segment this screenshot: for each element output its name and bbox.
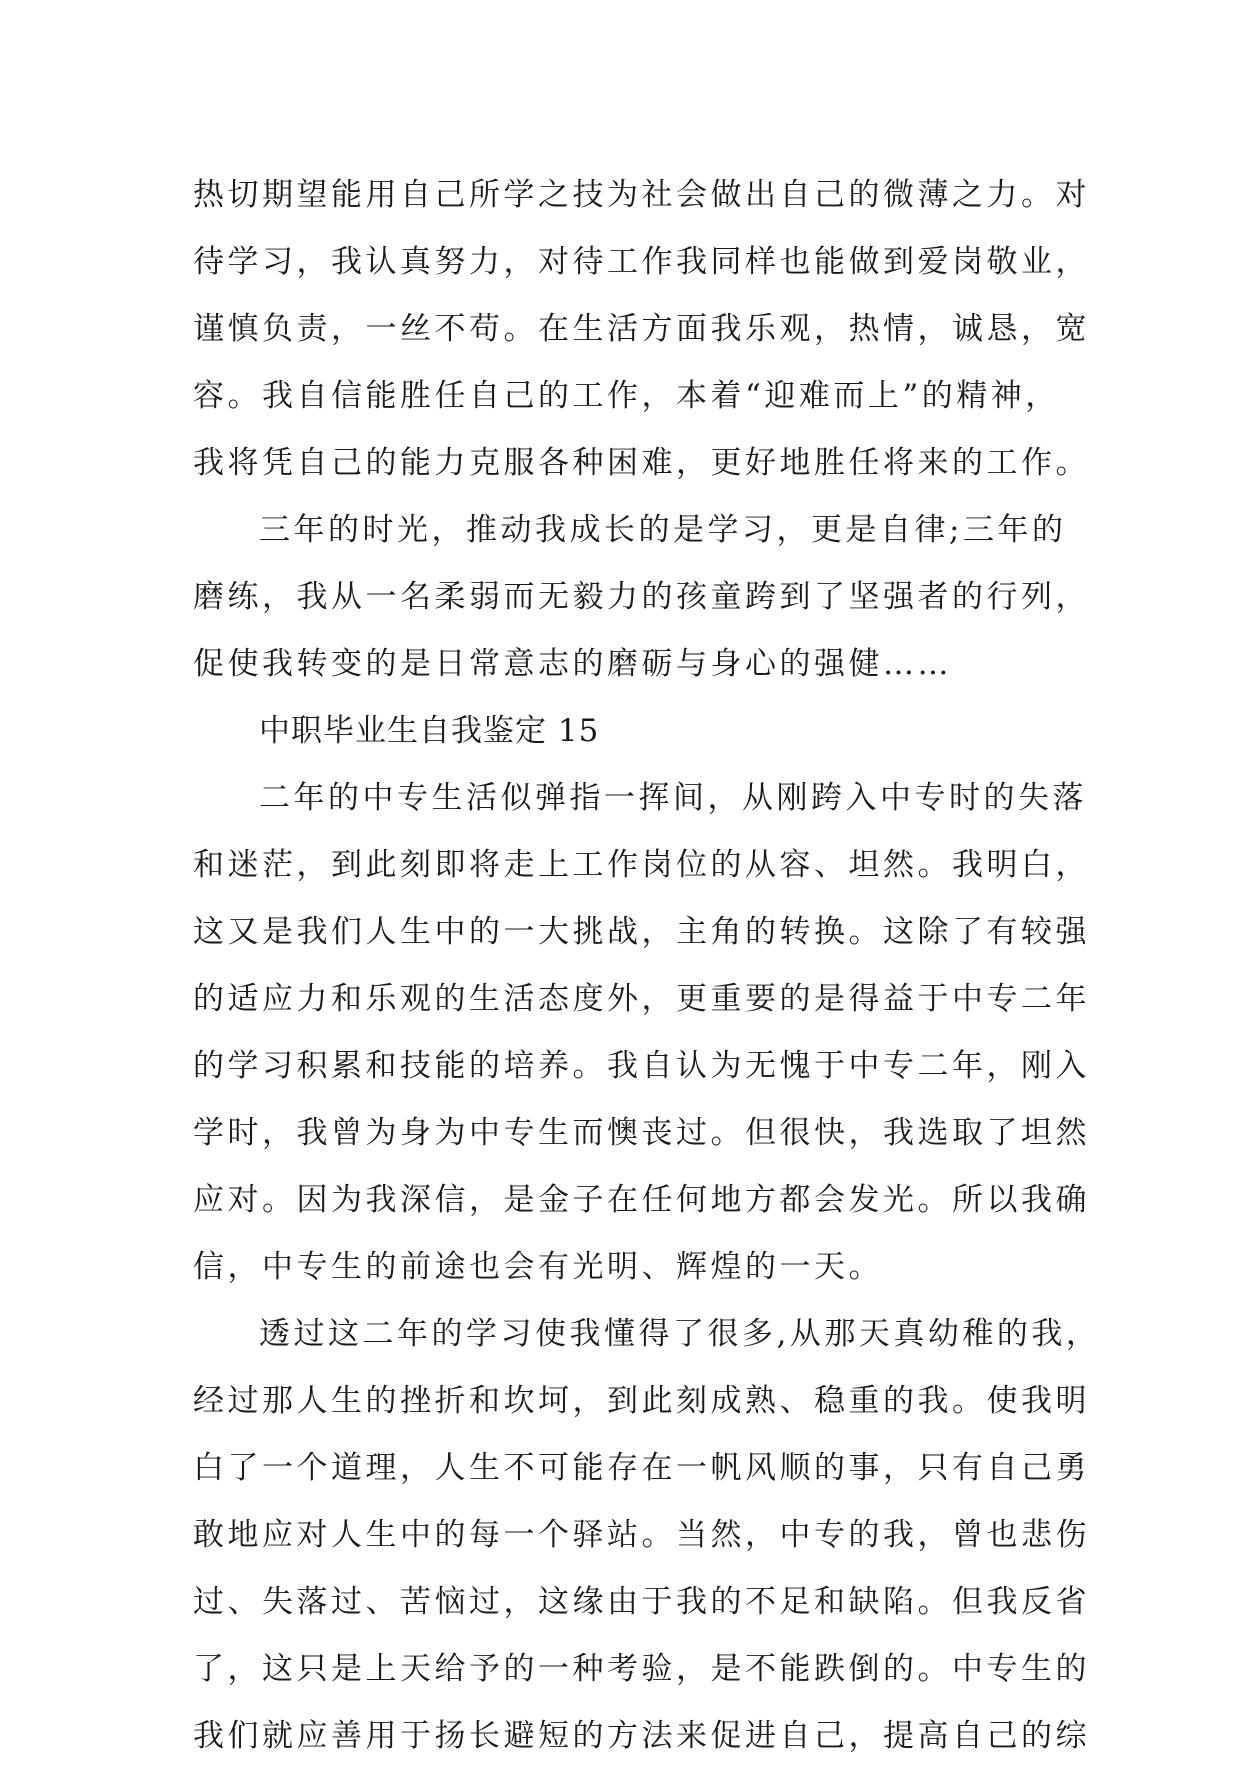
text-line: 和迷茫，到此刻即将走上工作岗位的从容、坦然。我明白， — [193, 847, 1090, 883]
paragraph-first-line: 透过这二年的学习使我懂得了很多,从那天真幼稚的我， — [259, 1316, 1101, 1352]
text-line: 信，中专生的前途也会有光明、辉煌的一天。 — [193, 1249, 883, 1285]
text-line: 的学习积累和技能的培养。我自认为无愧于中专二年，刚入 — [193, 1048, 1090, 1084]
text-line: 容。我自信能胜任自己的工作，本着“迎难而上”的精神， — [193, 378, 1060, 414]
text-line: 经过那人生的挫折和坎坷，到此刻成熟、稳重的我。使我明 — [193, 1383, 1090, 1419]
text-line: 谨慎负责，一丝不苟。在生活方面我乐观，热情，诚恳，宽 — [193, 311, 1090, 347]
text-line: 敢地应对人生中的每一个驿站。当然，中专的我，曾也悲伤 — [193, 1517, 1090, 1553]
text-line: 磨练，我从一名柔弱而无毅力的孩童跨到了坚强者的行列， — [193, 579, 1090, 615]
text-line: 促使我转变的是日常意志的磨砺与身心的强健…… — [193, 646, 952, 682]
text-line: 了，这只是上天给予的一种考验，是不能跌倒的。中专生的 — [193, 1651, 1090, 1687]
text-line: 过、失落过、苦恼过，这缘由于我的不足和缺陷。但我反省 — [193, 1584, 1090, 1620]
text-line: 热切期望能用自己所学之技为社会做出自己的微薄之力。对 — [193, 177, 1090, 213]
paragraph-first-line: 三年的时光，推动我成长的是学习，更是自律;三年的 — [259, 512, 1067, 548]
section-heading: 中职毕业生自我鉴定 15 — [259, 713, 600, 749]
paragraph-first-line: 二年的中专生活似弹指一挥间，从刚跨入中专时的失落 — [259, 780, 1087, 816]
text-line: 应对。因为我深信，是金子在任何地方都会发光。所以我确 — [193, 1182, 1090, 1218]
text-line: 我们就应善用于扬长避短的方法来促进自己，提高自己的综 — [193, 1718, 1090, 1754]
text-line: 学时，我曾为身为中专生而懊丧过。但很快，我选取了坦然 — [193, 1115, 1090, 1151]
text-line: 我将凭自己的能力克服各种困难，更好地胜任将来的工作。 — [193, 445, 1090, 481]
text-line: 这又是我们人生中的一大挑战，主角的转换。这除了有较强 — [193, 914, 1090, 950]
text-line: 的适应力和乐观的生活态度外，更重要的是得益于中专二年 — [193, 981, 1090, 1017]
document-body — [193, 162, 1101, 1770]
text-line: 待学习，我认真努力，对待工作我同样也能做到爱岗敬业， — [193, 244, 1090, 280]
text-line: 白了一个道理，人生不可能存在一帆风顺的事，只有自己勇 — [193, 1450, 1090, 1486]
